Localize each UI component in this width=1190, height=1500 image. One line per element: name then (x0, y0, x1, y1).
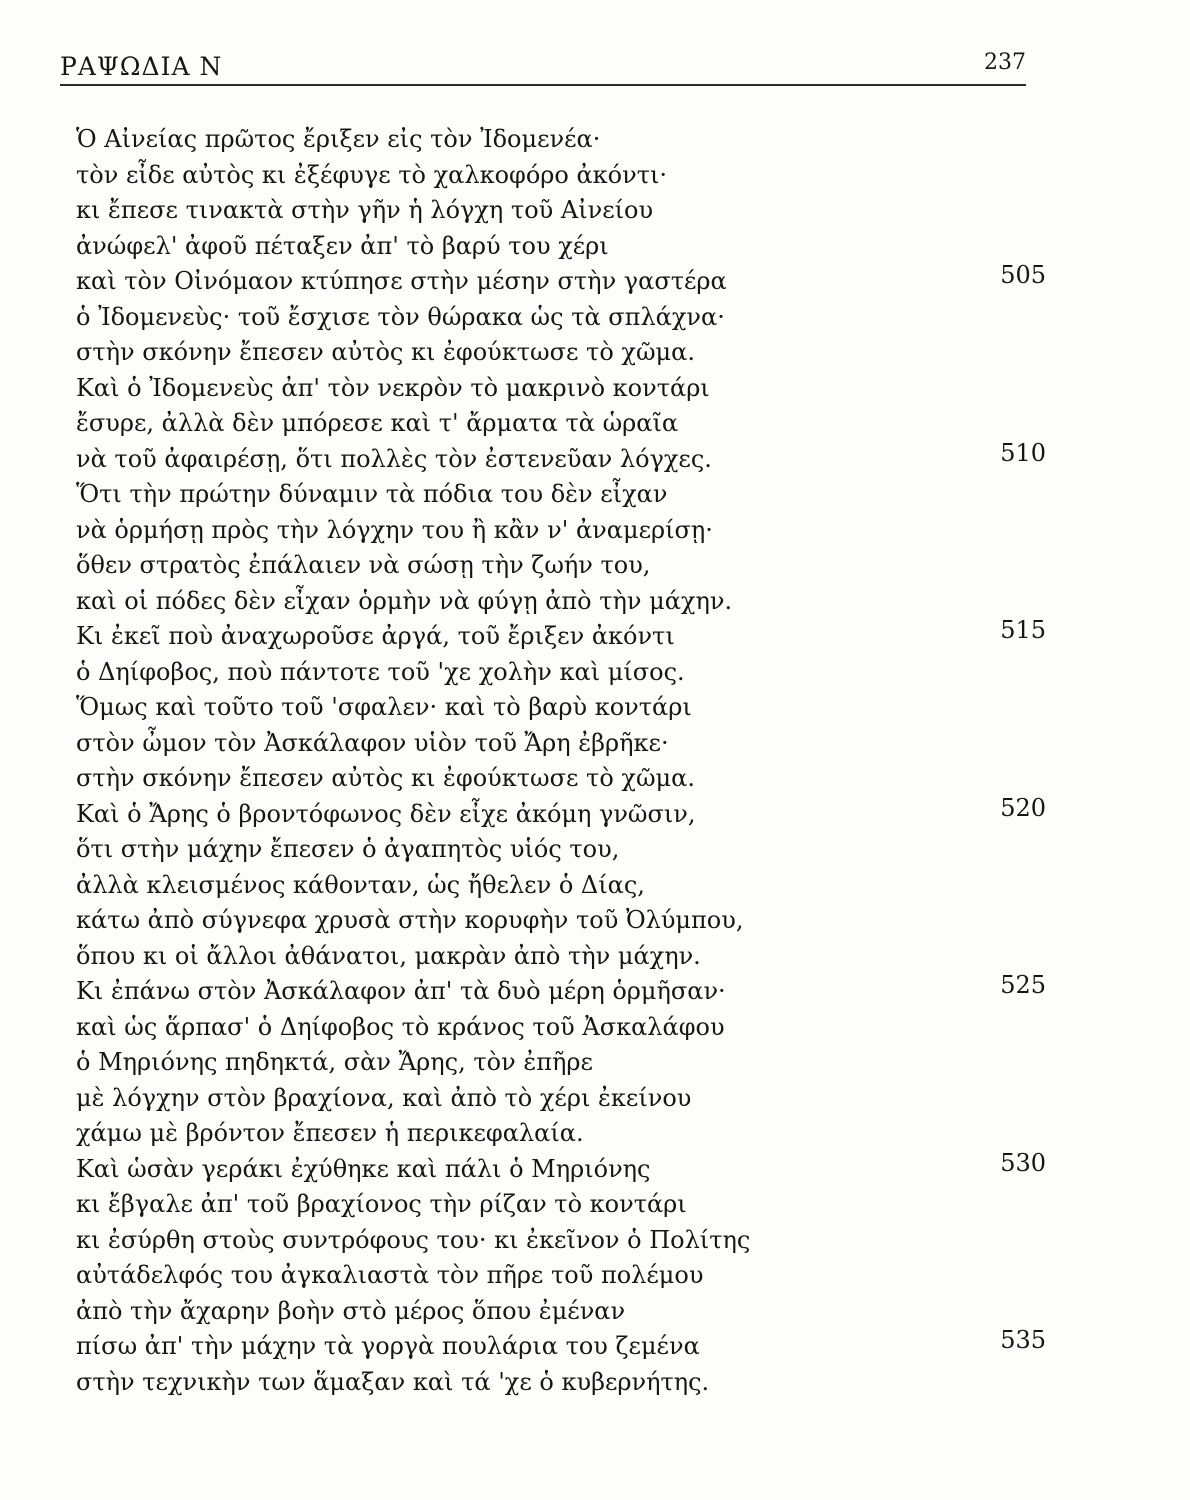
verse-line (76, 1148, 1046, 1188)
verse-text: νὰ ὁρμήσῃ πρὸς τὴν λόγχην του ἢ κἂν ν' ἀναμερίσῃ· (76, 515, 713, 544)
verse-line (76, 1326, 1046, 1365)
verse-line (76, 261, 1046, 300)
verse-text: Κι ἐπάνω στὸν Ἀσκάλαφον ἀπ' τὰ δυὸ μέρη ὁρμῆσαν· (76, 977, 726, 1005)
verse-text: αὐτάδελφός του ἀγκαλιαστὰ τὸν πῆρε τοῦ πολέμου (76, 1261, 704, 1289)
verse-line (76, 1116, 1046, 1152)
verse-line (76, 513, 1046, 549)
verse-text: στὴν τεχνικὴν των ἅμαξαν καὶ τά 'χε ὁ κυβερνήτης. (76, 1367, 710, 1396)
verse-line (76, 1187, 1046, 1223)
verse-text: καὶ ὡς ἅρπασ' ὁ Δηίφοβος τὸ κράνος τοῦ Ἀσκαλάφου (76, 1012, 725, 1041)
verse-text: ὁ Ἰδομενεὺς· τοῦ ἔσχισε τὸν θώρακα ὡς τὰ σπλάχνα· (76, 302, 725, 331)
verse-line (76, 832, 1046, 868)
verse-line (76, 868, 1046, 904)
verse-text: Ὁ Αἰνείας πρῶτος ἔριξεν εἰς τὸν Ἰδομενέα· (76, 125, 601, 153)
verse-text: πίσω ἀπ' τὴν μάχην τὰ γοργὰ πουλάρια του ζεμένα (76, 1332, 700, 1360)
verse-line (76, 793, 1046, 833)
verse-line (76, 193, 1046, 229)
verse-text: καὶ τὸν Οἰνόμαον κτύπησε στὴν μέσην στὴν γαστέρα (76, 267, 727, 295)
verse-text: μὲ λόγχην στὸν βραχίονα, καὶ ἀπὸ τὸ χέρι ἐκείνου (76, 1083, 692, 1112)
verse-line (76, 158, 1046, 194)
verse-line (76, 1223, 1046, 1259)
verse-line (76, 1365, 1046, 1401)
verse-text: ὅθεν στρατὸς ἐπάλαιεν νὰ σώσῃ τὴν ζωήν του, (76, 551, 651, 579)
verse-line (76, 548, 1046, 584)
verse-text: ἀνώφελ' ἀφοῦ πέταξεν ἀπ' τὸ βαρύ του χέρι (76, 231, 609, 260)
verse-text: ἔσυρε, ἀλλὰ δὲν μπόρεσε καὶ τ' ἄρματα τὰ ὡραῖα (76, 409, 679, 437)
verse-line (76, 726, 1046, 762)
verse-line (76, 1294, 1046, 1330)
verse-line (76, 371, 1046, 407)
verse-text: ἀπὸ τὴν ἄχαρην βοὴν στὸ μέρος ὅπου ἐμέναν (76, 1296, 626, 1325)
verse-line (76, 300, 1046, 336)
verse-line (76, 1081, 1046, 1117)
verse-line (76, 1010, 1046, 1046)
verse-number: 535 (1000, 1326, 1046, 1354)
verse-text: ὁ Δηίφοβος, ποὺ πάντοτε τοῦ 'χε χολὴν καὶ μίσος. (76, 657, 685, 686)
verse-line (76, 1045, 1046, 1081)
verse-text: κι ἔπεσε τινακτὰ στὴν γῆν ἡ λόγχη τοῦ Αἰνείου (76, 196, 654, 224)
verse-text: στὴν σκόνην ἔπεσεν αὐτὸς κι ἐφούκτωσε τὸ χῶμα. (76, 338, 695, 366)
verse-text: κάτω ἀπὸ σύγνεφα χρυσὰ στὴν κορυφὴν τοῦ Ὀλύμπου, (76, 906, 744, 934)
verse-text: κι ἐσύρθη στοὺς συντρόφους του· κι ἐκεῖνον ὁ Πολίτης (76, 1225, 751, 1254)
verse-line (76, 939, 1046, 975)
verse-text: Ὅμως καὶ τοῦτο τοῦ 'σφαλεν· καὶ τὸ βαρὺ κοντάρι (76, 693, 692, 721)
verse-text: Καὶ ὡσὰν γεράκι ἐχύθηκε καὶ πάλι ὁ Μηριόνης (76, 1154, 651, 1183)
verse-line (76, 229, 1046, 265)
verse-text: Καὶ ὁ Ἰδομενεὺς ἀπ' τὸν νεκρὸν τὸ μακρινὸ κοντάρι (76, 373, 710, 402)
verse-text: χάμω μὲ βρόντον ἔπεσεν ἡ περικεφαλαία. (76, 1119, 584, 1147)
verse-number: 510 (1000, 438, 1046, 467)
verse-line (76, 406, 1046, 442)
verse-text: νὰ τοῦ ἀφαιρέσῃ, ὅτι πολλὲς τὸν ἐστενεῦαν λόγχες. (76, 444, 712, 473)
verse-line (76, 655, 1046, 691)
verse-line (76, 1258, 1046, 1294)
verse-text: Κι ἐκεῖ ποὺ ἀναχωροῦσε ἀργά, τοῦ ἔριξεν ἀκόντι (76, 622, 675, 650)
verse-text: τὸν εἶδε αὐτὸς κι ἐξέφυγε τὸ χαλκοφόρο ἀκόντι· (76, 160, 668, 189)
verse-text: ὁ Μηριόνης πηδηκτά, σὰν Ἄρης, τὸν ἐπῆρε (76, 1048, 593, 1076)
verse-line (76, 903, 1046, 939)
book-title: ΡΑΨΩΔΙΑ Ν (60, 52, 223, 81)
verse-number: 520 (1000, 793, 1046, 822)
page-header (60, 44, 1026, 86)
verse-line (76, 438, 1046, 478)
verse-number: 525 (1000, 971, 1046, 999)
verse-text: Ὅτι τὴν πρώτην δύναμιν τὰ πόδια του δὲν εἶχαν (76, 480, 668, 508)
verse-line (76, 477, 1046, 513)
verse-text: καὶ οἱ πόδες δὲν εἶχαν ὁρμὴν νὰ φύγῃ ἀπὸ τὴν μάχην. (76, 586, 733, 615)
verse-text: ὅτι στὴν μάχην ἔπεσεν ὁ ἀγαπητὸς υἱός του, (76, 835, 620, 863)
verse-line (76, 616, 1046, 655)
verse-line (76, 971, 1046, 1010)
verse-text: στὴν σκόνην ἔπεσεν αὐτὸς κι ἐφούκτωσε τὸ χῶμα. (76, 764, 695, 792)
verse-number: 530 (1000, 1148, 1046, 1177)
verse-line (76, 584, 1046, 620)
verse-text: στὸν ὦμον τὸν Ἀσκάλαφον υἱὸν τοῦ Ἄρη ἐβρῆκε· (76, 728, 669, 757)
verse-list (76, 122, 1046, 1400)
verse-text: ἀλλὰ κλεισμένος κάθονταν, ὡς ἤθελεν ὁ Δίας, (76, 870, 645, 899)
verse-number: 505 (1000, 261, 1046, 289)
verse-number: 515 (1000, 616, 1046, 644)
verse-line (76, 335, 1046, 371)
page-number: 237 (984, 50, 1026, 75)
verse-line (76, 690, 1046, 726)
verse-text: ὅπου κι οἱ ἄλλοι ἀθάνατοι, μακρὰν ἀπὸ τὴν μάχην. (76, 941, 701, 970)
verse-line (76, 761, 1046, 797)
verse-text: κι ἔβγαλε ἀπ' τοῦ βραχίονος τὴν ρίζαν τὸ κοντάρι (76, 1190, 687, 1218)
verse-text: Καὶ ὁ Ἄρης ὁ βροντόφωνος δὲν εἶχε ἀκόμη γνῶσιν, (76, 799, 696, 828)
verse-line (76, 122, 1046, 158)
